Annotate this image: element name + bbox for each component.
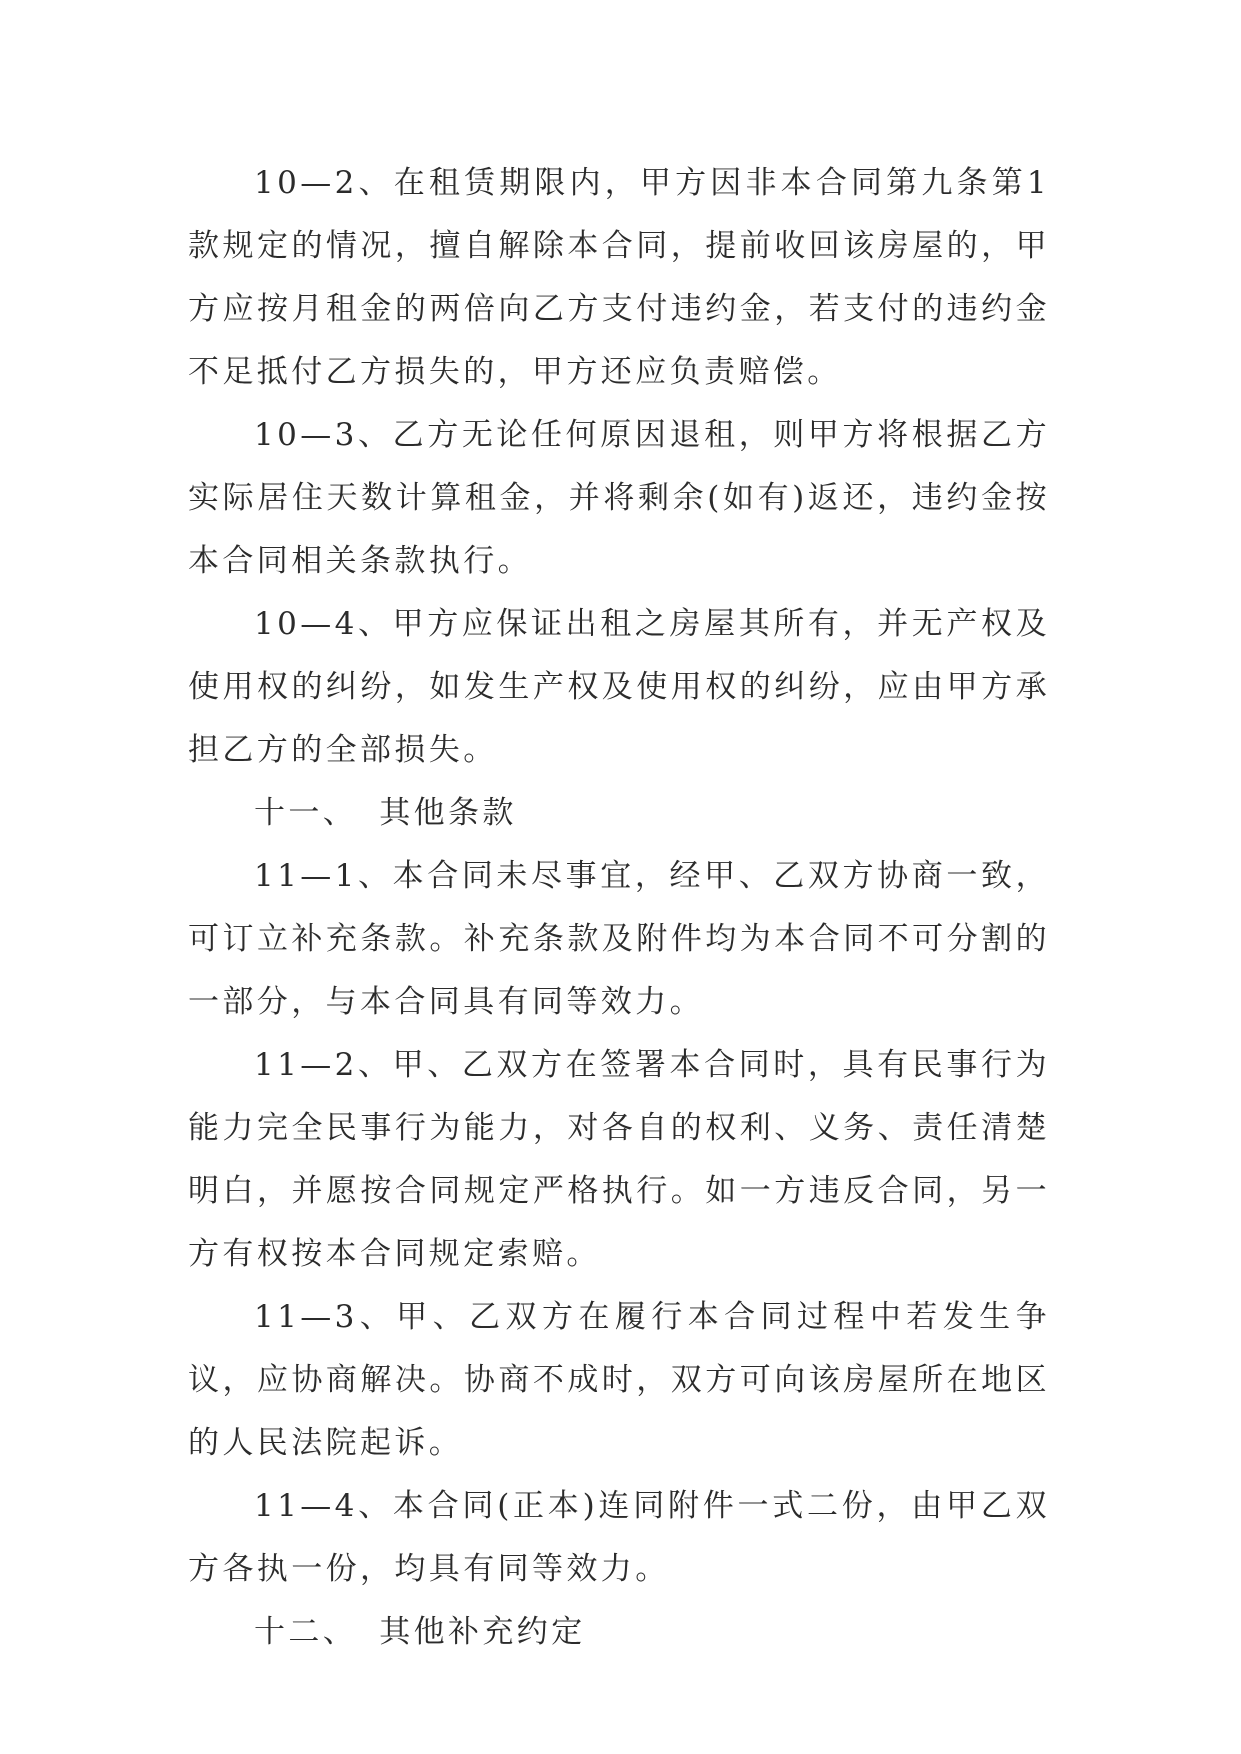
clause-11-4: 11—4、本合同(正本)连同附件一式二份，由甲乙双方各执一份，均具有同等效力。 [188,1488,1050,1587]
clause-11-1: 11—1、本合同未尽事宜，经甲、乙双方协商一致，可订立补充条款。补充条款及附件均为本合同不可分割的一部分，与本合同具有同等效力。 [188,858,1050,1020]
section-title: 其他条款 [379,795,517,831]
section-number: 十二、 [254,1614,358,1650]
document-page [188,152,1050,1664]
clause-10-2: 10—2、在租赁期限内，甲方因非本合同第九条第1款规定的情况，擅自解除本合同，提前收回该房屋的，甲方应按月租金的两倍向乙方支付违约金，若支付的违约金不足抵付乙方损失的，甲方还应负责赔偿。 [188,165,1050,390]
clause-10-3: 10—3、乙方无论任何原因退租，则甲方将根据乙方实际居住天数计算租金，并将剩余(如有)返还，违约金按本合同相关条款执行。 [188,417,1050,579]
section-heading-11 [188,782,1050,845]
section-number: 十一、 [254,795,358,831]
clause-11-2: 11—2、甲、乙双方在签署本合同时，具有民事行为能力完全民事行为能力，对各自的权利、义务、责任清楚明白，并愿按合同规定严格执行。如一方违反合同，另一方有权按本合同规定索赔。 [188,1047,1050,1272]
clause-11-3: 11—3、甲、乙双方在履行本合同过程中若发生争议，应协商解决。协商不成时，双方可向该房屋所在地区的人民法院起诉。 [188,1299,1050,1461]
section-heading-12 [188,1601,1050,1664]
section-title: 其他补充约定 [379,1614,586,1650]
clause-10-4: 10—4、甲方应保证出租之房屋其所有，并无产权及使用权的纠纷，如发生产权及使用权的纠纷，应由甲方承担乙方的全部损失。 [188,606,1050,768]
